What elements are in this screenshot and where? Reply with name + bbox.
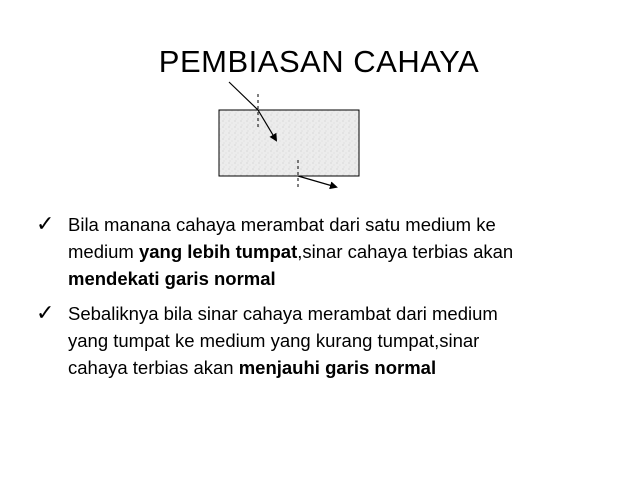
emergent-ray (298, 176, 336, 187)
bullet-item-1 (36, 211, 629, 292)
bullet-item-2 (36, 300, 629, 381)
slide-title: PEMBIASAN CAHAYA (158, 44, 480, 79)
bullet-2-line-3: cahaya terbias akan menjauhi garis normal (68, 357, 437, 378)
checkmark-icon: ✓ (36, 301, 55, 326)
incident-ray (229, 82, 258, 110)
checkmark-icon: ✓ (36, 212, 55, 237)
bullet-list (36, 211, 629, 389)
bullet-1-line-3: mendekati garis normal (68, 268, 276, 289)
bullet-2-line-1: Sebaliknya bila sinar cahaya merambat dari medium (68, 303, 498, 324)
bullet-2-line-2: yang tumpat ke medium yang kurang tumpat,sinar (68, 330, 480, 351)
bullet-1-line-1: Bila manana cahaya merambat dari satu medium ke (68, 214, 496, 235)
dense-medium-block (219, 110, 359, 176)
bullet-1-line-2: medium yang lebih tumpat,sinar cahaya terbias akan (68, 241, 514, 262)
